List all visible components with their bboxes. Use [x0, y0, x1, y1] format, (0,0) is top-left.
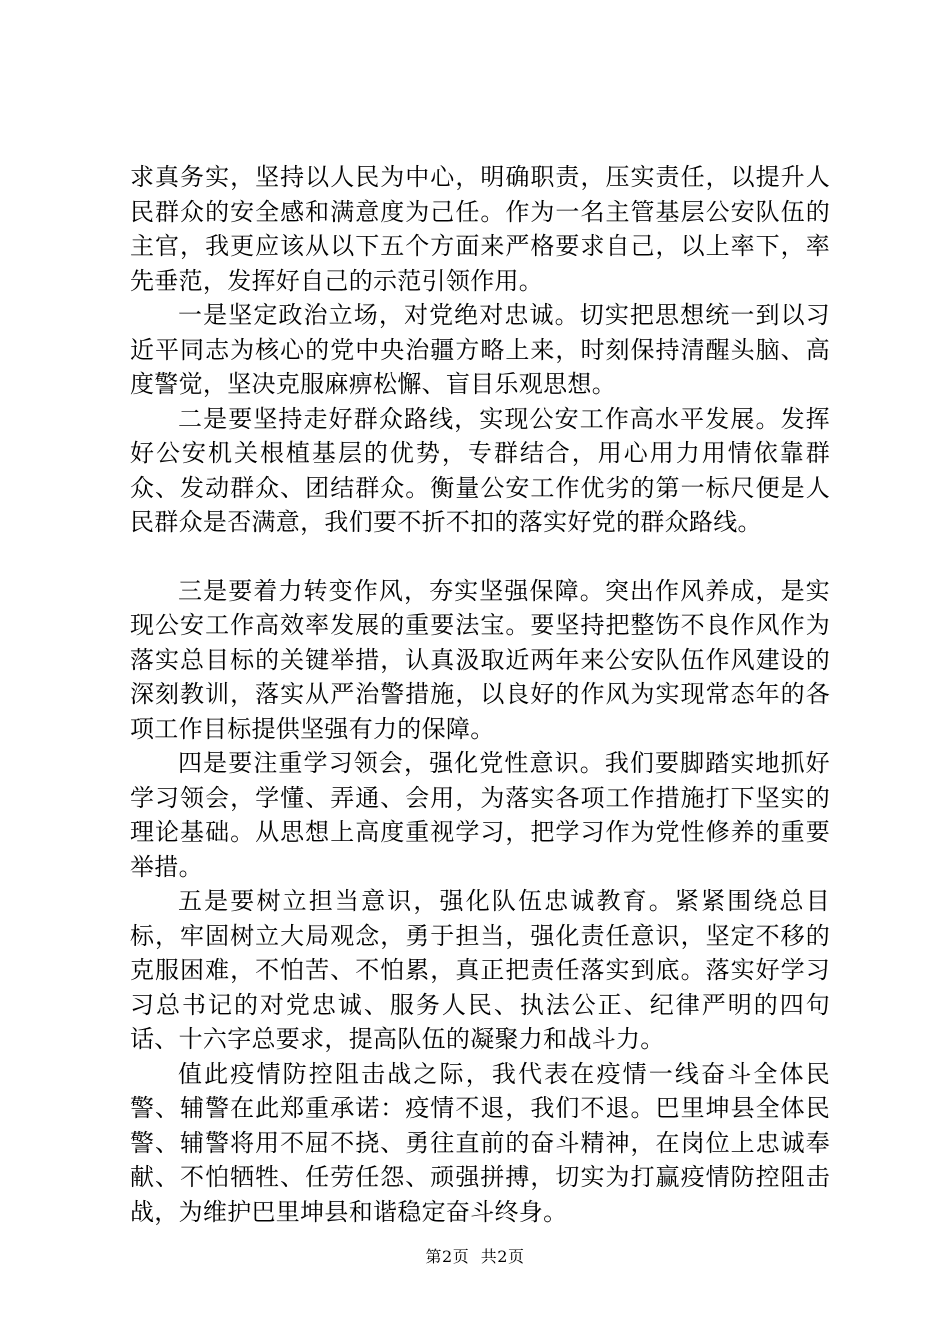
- paragraph-point-five: 五是要树立担当意识，强化队伍忠诚教育。紧紧围绕总目标，牢固树立大局观念，勇于担当，强化责任意识，坚定不移的克服困难，不怕苦、不怕累，真正把责任落实到底。落实好学习习总书记的对党忠诚、服务人民、执法公正、纪律严明的四句话、十六字总要求，提高队伍的凝聚力和战斗力。: [130, 887, 830, 1053]
- paragraph-continuation: 求真务实，坚持以人民为中心，明确职责，压实责任，以提升人民群众的安全感和满意度为己任。作为一名主管基层公安队伍的主官，我更应该从以下五个方面来严格要求自己，以上率下，率先垂范，发挥好自己的示范引领作用。: [130, 163, 830, 295]
- paragraph-point-four: 四是要注重学习领会，强化党性意识。我们要脚踏实地抓好学习领会，学懂、弄通、会用，为落实各项工作措施打下坚实的理论基础。从思想上高度重视学习，把学习作为党性修养的重要举措。: [130, 749, 830, 881]
- paragraph-point-two: 二是要坚持走好群众路线，实现公安工作高水平发展。发挥好公安机关根植基层的优势，专群结合，用心用力用情依靠群众、发动群众、团结群众。衡量公安工作优劣的第一标尺便是人民群众是否满意，我们要不折不扣的落实好党的群众路线。: [130, 404, 830, 536]
- page-footer: [0, 1244, 950, 1267]
- paragraph-closing-pledge: 值此疫情防控阻击战之际，我代表在疫情一线奋斗全体民警、辅警在此郑重承诺：疫情不退，我们不退。巴里坤县全体民警、辅警将用不屈不挠、勇往直前的奋斗精神，在岗位上忠诚奉献、不怕牺牲、任劳任怨、顽强拼搏，切实为打赢疫情防控阻击战，为维护巴里坤县和谐稳定奋斗终身。: [130, 1059, 830, 1226]
- paragraph-point-one: 一是坚定政治立场，对党绝对忠诚。切实把思想统一到以习近平同志为核心的党中央治疆方略上来，时刻保持清醒头脑、高度警觉，坚决克服麻痹松懈、盲目乐观思想。: [130, 301, 830, 398]
- paragraph-point-three: 三是要着力转变作风，夯实坚强保障。突出作风养成，是实现公安工作高效率发展的重要法宝。要坚持把整饬不良作风作为落实总目标的关键举措，认真汲取近两年来公安队伍作风建设的深刻教训，落实从严治警措施，以良好的作风为实现常态年的各项工作目标提供坚强有力的保障。: [130, 576, 830, 743]
- document-body: [130, 160, 830, 1229]
- page-number: 第2页: [425, 1247, 470, 1266]
- page-total: 共2页: [480, 1247, 525, 1266]
